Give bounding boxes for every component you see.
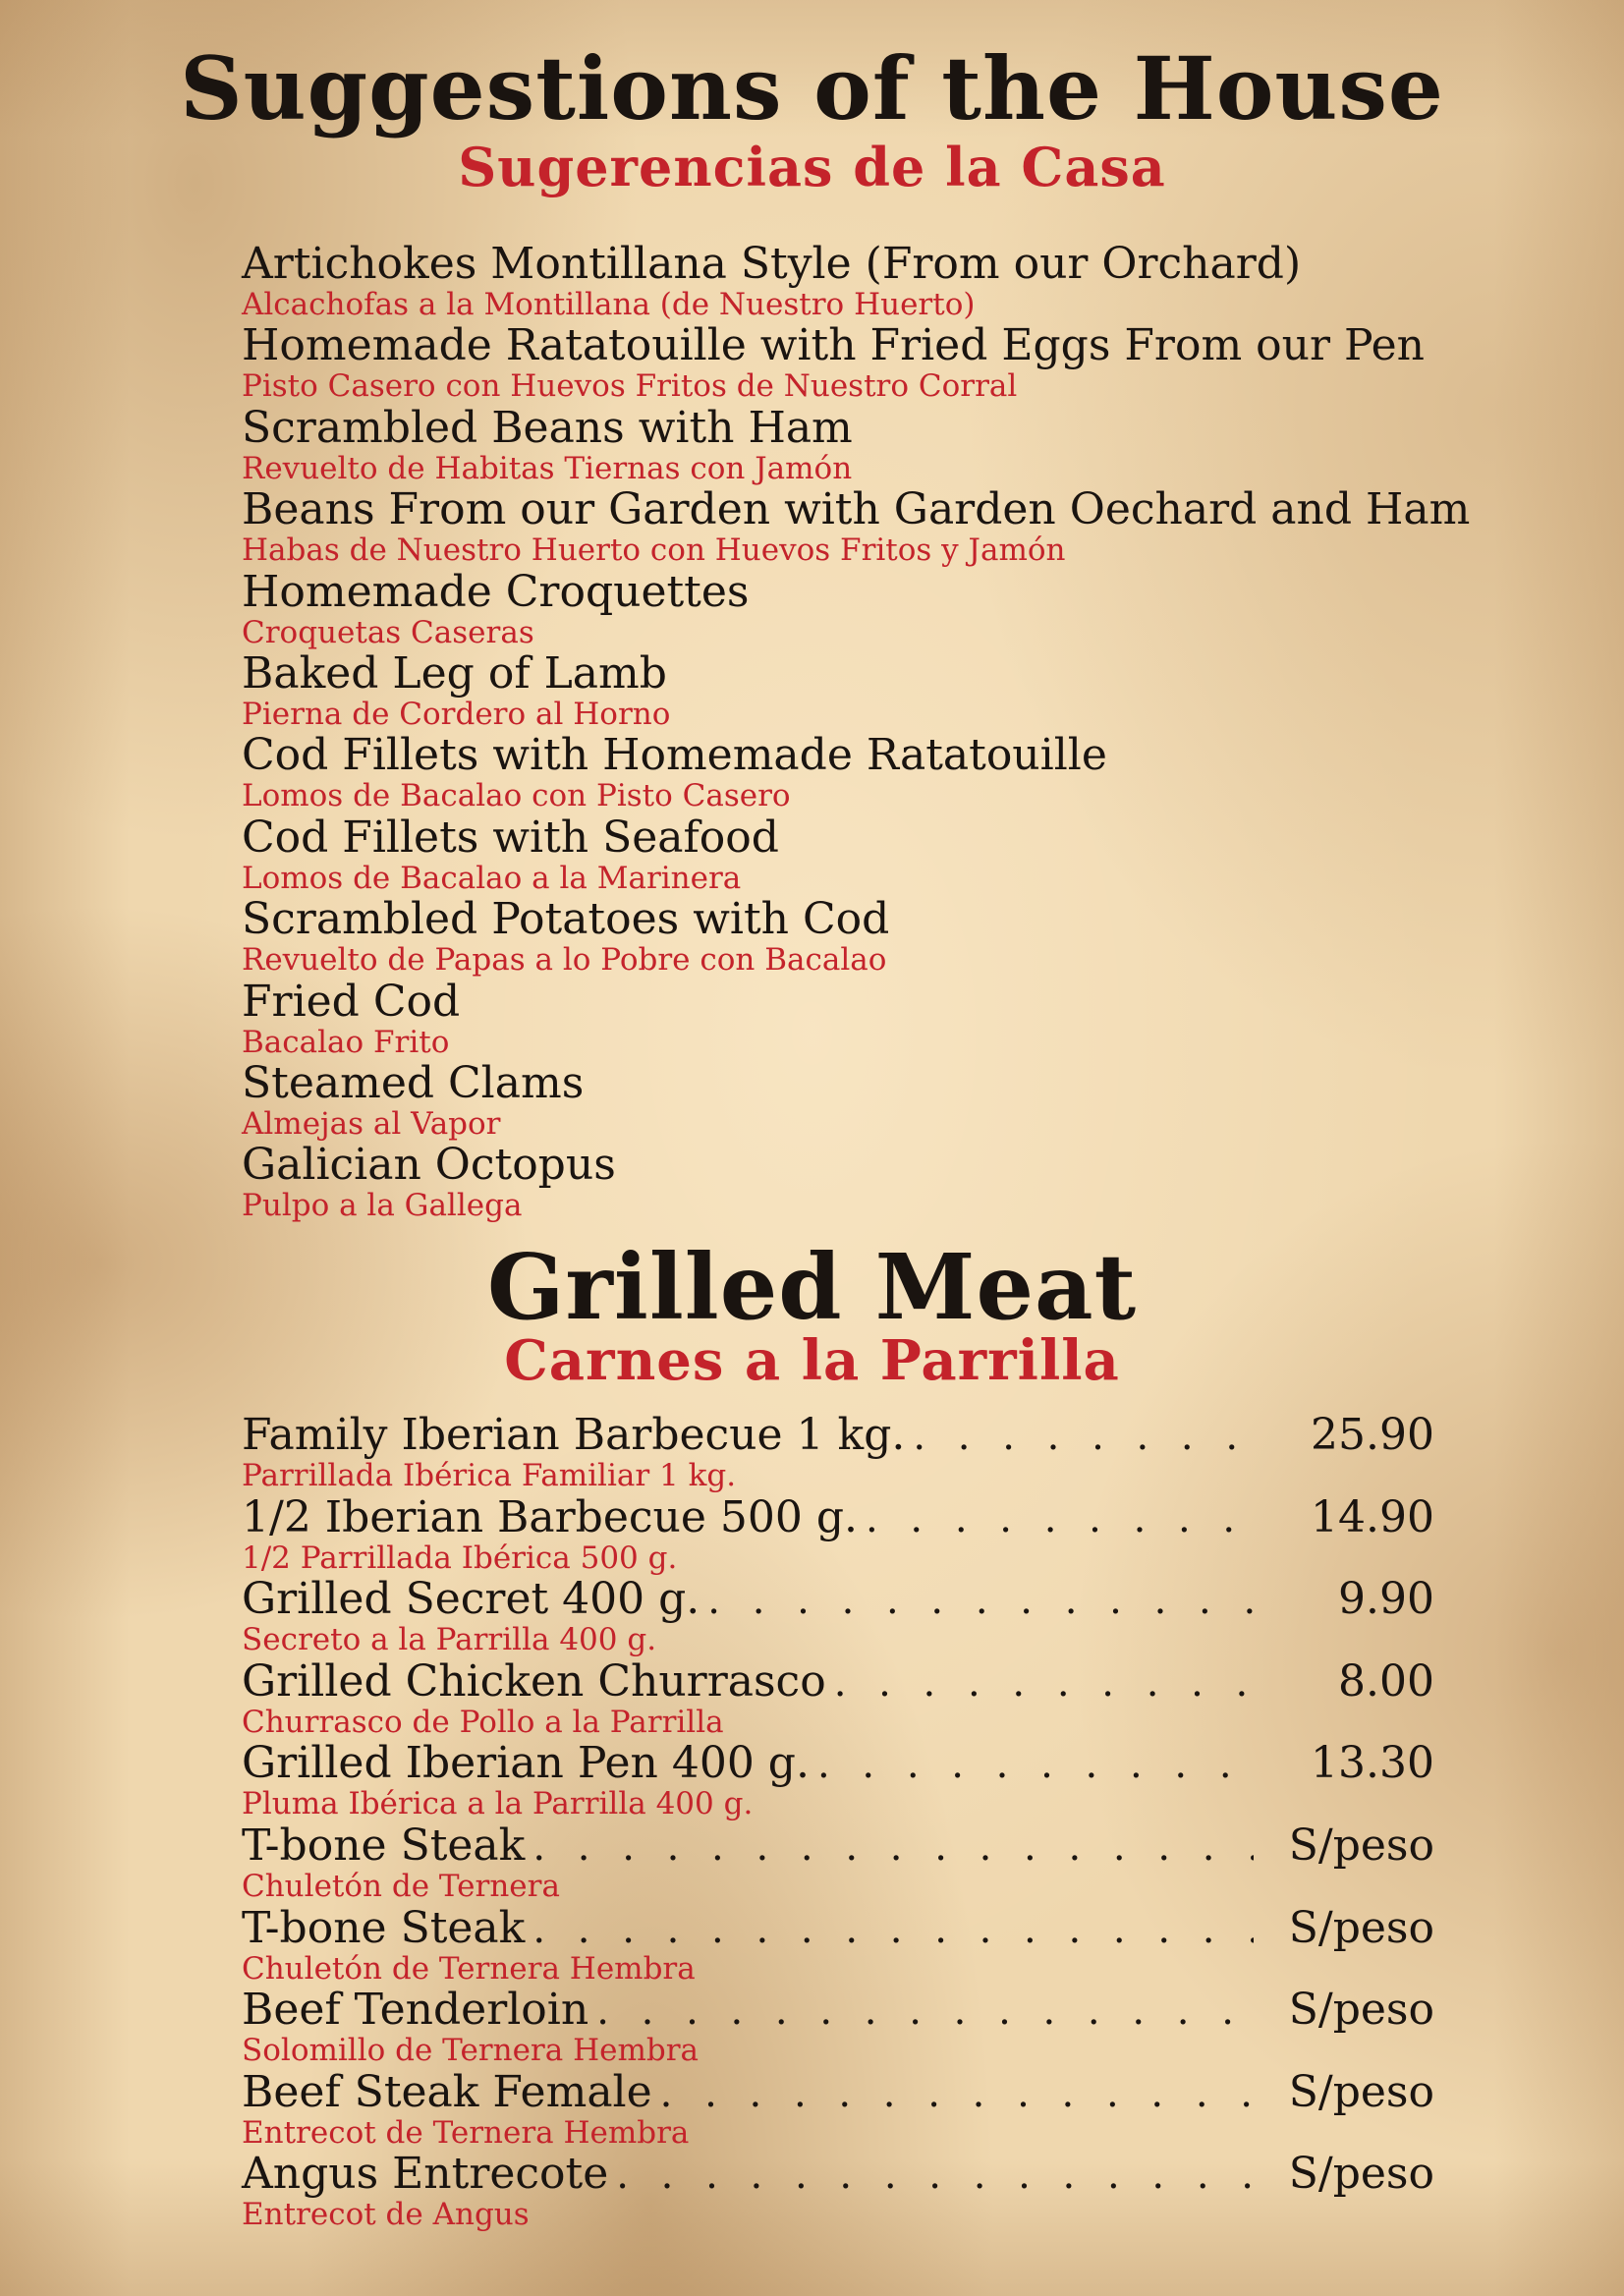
menu-item <box>242 1141 1617 1222</box>
dish-price: 13.30 <box>1311 1738 1434 1789</box>
priced-menu-item <box>242 1821 1434 1904</box>
menu-item <box>242 321 1617 403</box>
dish-name-en: Scrambled Potatoes with Cod <box>242 894 890 945</box>
priced-menu-item <box>242 1986 1434 2068</box>
dot-leader <box>588 1987 1254 2036</box>
dot-leader <box>525 1905 1254 1954</box>
dot-leader <box>858 1494 1254 1543</box>
dish-name-en: 1/2 Iberian Barbecue 500 g. <box>242 1491 858 1542</box>
dish-name-en: Homemade Croquettes <box>242 566 750 617</box>
dish-price: S/peso <box>1288 1820 1434 1871</box>
priced-menu-item <box>242 1904 1434 1987</box>
dish-price: S/peso <box>1288 2066 1434 2117</box>
dish-price: 9.90 <box>1338 1574 1434 1625</box>
menu-item <box>242 240 1617 321</box>
dish-name-es: Pluma Ibérica a la Parrilla 400 g. <box>242 1786 754 1822</box>
dish-name-en: Grilled Iberian Pen 400 g. <box>242 1738 810 1789</box>
dish-name-es: 1/2 Parrillada Ibérica 500 g. <box>242 1540 678 1576</box>
priced-menu-item <box>242 1657 1434 1740</box>
dot-leader <box>652 2069 1254 2118</box>
house-suggestions-list <box>242 240 1617 1223</box>
dish-name-en: Beef Tenderloin <box>242 1985 589 2036</box>
grill-section-subtitle: Carnes a la Parrilla <box>504 1328 1120 1393</box>
dish-name-es: Pulpo a la Gallega <box>242 1188 523 1224</box>
dish-name-es: Parrillada Ibérica Familiar 1 kg. <box>242 1458 737 1493</box>
house-section-title: Suggestions of the House <box>180 37 1444 140</box>
dish-price: 8.00 <box>1338 1655 1434 1707</box>
grill-section-title: Grilled Meat <box>486 1234 1138 1340</box>
priced-menu-item <box>242 1493 1434 1576</box>
menu-item <box>242 813 1617 895</box>
dish-name-es: Entrecot de Angus <box>242 2197 530 2233</box>
dish-name-en: Cod Fillets with Homemade Ratatouille <box>242 730 1107 781</box>
dish-name-es: Almejas al Vapor <box>242 1105 501 1142</box>
menu-item <box>242 404 1617 485</box>
dish-name-en: Steamed Clams <box>242 1057 585 1108</box>
dot-leader <box>525 1822 1254 1872</box>
grilled-meat-list <box>242 1411 1434 2232</box>
house-section-subtitle: Sugerencias de la Casa <box>458 136 1166 198</box>
dish-name-en: Cod Fillets with Seafood <box>242 812 779 863</box>
dish-name-es: Revuelto de Habitas Tiernas con Jamón <box>242 450 853 486</box>
dish-name-es: Chuletón de Ternera <box>242 1868 560 1904</box>
dish-name-en: Angus Entrecote <box>242 2149 609 2200</box>
dish-name-en: Grilled Chicken Churrasco <box>242 1655 826 1707</box>
dot-leader <box>608 2151 1254 2200</box>
dot-leader <box>810 1740 1254 1789</box>
menu-item <box>242 731 1617 812</box>
dish-price: S/peso <box>1288 2149 1434 2200</box>
priced-menu-item <box>242 1739 1434 1821</box>
dish-name-en: Grilled Secret 400 g. <box>242 1574 700 1625</box>
menu-item <box>242 1059 1617 1141</box>
dish-name-es: Secreto a la Parrilla 400 g. <box>242 1622 657 1658</box>
dish-name-es: Habas de Nuestro Huerto con Huevos Fritos y Jamón <box>242 532 1066 569</box>
dish-name-es: Chuletón de Ternera Hembra <box>242 1950 696 1987</box>
dot-leader <box>700 1576 1254 1625</box>
menu-item <box>242 568 1617 649</box>
dish-name-en: Beef Steak Female <box>242 2066 652 2117</box>
dish-price: S/peso <box>1288 1902 1434 1953</box>
dish-name-es: Churrasco de Pollo a la Parrilla <box>242 1704 724 1740</box>
dish-name-en: Baked Leg of Lamb <box>242 647 667 699</box>
priced-menu-item <box>242 1411 1434 1493</box>
dish-name-es: Lomos de Bacalao a la Marinera <box>242 860 742 896</box>
priced-menu-item <box>242 1575 1434 1657</box>
priced-menu-item <box>242 2068 1434 2151</box>
dish-name-en: Artichokes Montillana Style (From our Orchard) <box>242 239 1302 289</box>
menu-item <box>242 895 1617 977</box>
dish-name-en: Family Iberian Barbecue 1 kg. <box>242 1410 906 1460</box>
dish-name-en: Homemade Ratatouille with Fried Eggs From our Pen <box>242 320 1426 371</box>
dish-name-es: Pisto Casero con Huevos Fritos de Nuestro Corral <box>242 368 1018 405</box>
dish-price: S/peso <box>1288 1985 1434 2036</box>
dish-price: 14.90 <box>1311 1491 1434 1542</box>
dish-name-en: Fried Cod <box>242 976 461 1027</box>
dish-name-en: Beans From our Garden with Garden Oechard and Ham <box>242 484 1471 535</box>
dish-name-es: Bacalao Frito <box>242 1024 450 1060</box>
dish-name-en: Galician Octopus <box>242 1140 616 1191</box>
dish-price: 25.90 <box>1311 1410 1434 1460</box>
dish-name-es: Revuelto de Papas a lo Pobre con Bacalao <box>242 942 887 979</box>
dish-name-es: Croquetas Caseras <box>242 614 534 650</box>
dish-name-es: Entrecot de Ternera Hembra <box>242 2114 690 2151</box>
dish-name-en: Scrambled Beans with Ham <box>242 402 853 453</box>
dot-leader <box>905 1412 1254 1461</box>
dish-name-es: Pierna de Cordero al Horno <box>242 696 671 732</box>
dish-name-es: Solomillo de Ternera Hembra <box>242 2033 699 2069</box>
dish-name-es: Alcachofas a la Montillana (de Nuestro Huerto) <box>242 287 976 322</box>
menu-item <box>242 649 1617 731</box>
dish-name-es: Lomos de Bacalao con Pisto Casero <box>242 778 791 814</box>
dish-name-en: T-bone Steak <box>242 1902 526 1953</box>
dot-leader <box>826 1658 1254 1708</box>
menu-item <box>242 485 1617 567</box>
priced-menu-item <box>242 2150 1434 2232</box>
dish-name-en: T-bone Steak <box>242 1820 526 1871</box>
menu-item <box>242 978 1617 1059</box>
